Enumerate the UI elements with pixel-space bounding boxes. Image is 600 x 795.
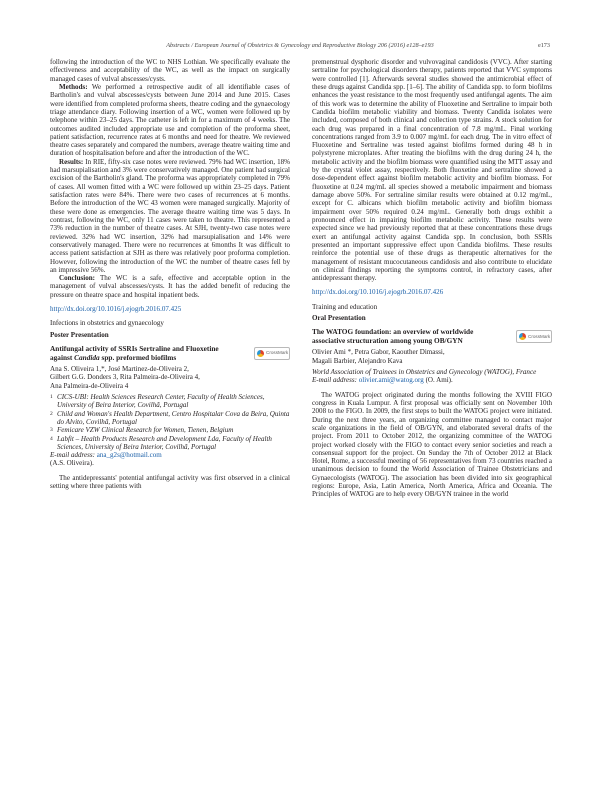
left-column (50, 58, 290, 490)
results-label: Results: (59, 157, 84, 166)
email-line: E-mail address: olivier.ami@watog.org (O. Ami). (312, 376, 453, 385)
email-link[interactable]: olivier.ami@watog.org (358, 376, 424, 385)
author-line: Ana Palmeira-de-Oliveira 4 (50, 381, 129, 390)
affiliation: World Association of Trainees in Obstetrics and Gynecology (WATOG), France (312, 368, 537, 376)
methods-label: Methods: (59, 82, 88, 91)
author-line: Ana S. Oliveira 1,*, José Martinez-de-Oliveira 2, (50, 365, 189, 373)
doi-link[interactable]: http://dx.doi.org/10.1016/j.ejogrb.2016.07.426 (312, 288, 444, 297)
results-text: In RIE, fifty-six case notes were reviewed. 79% had WC insertion, 18% had marsupialisation and 3% were conservatively managed. One patient had surgical excision of the Bartholin's gland. The proforma was appropriately completed in 79% of cases. All women fitted with a WC were followed up within 23–25 days. Patient satisfaction rates were 84%. There were two cases of recurrences at 6 months. Before the introduction of the WC 43 women were managed surgically. Majority of these were done as emergencies. The average theatre waiting time was 5 days. In contrast, following the WC, only 11 cases were taken to theatre. This represented a 73% reduction in the number of theatre cases. At SJH, twenty-two case notes were reviewed. 32% had WC insertion, 32% had marsupialisation and 14% were conservatively managed. There were no recurrences at 6months It was difficult to access patient satisfaction at SJH as there was relatively poor proforma completion. However, following the introduction of the WC the number of theatre cases fell by an impressive 56%. (50, 157, 291, 274)
doi-link[interactable]: http://dx.doi.org/10.1016/j.ejogrb.2016.07.425 (50, 305, 182, 314)
article-title: The WATOG foundation: an overview of worldwide associative structuration among young OB/GYN (312, 327, 474, 345)
article-title-block (312, 328, 552, 345)
right-column (312, 58, 552, 499)
running-header (50, 42, 550, 54)
crossmark-badge[interactable]: CrossMark (516, 330, 552, 343)
author-line: Magali Barbier, Alejandro Kava (312, 356, 403, 365)
affiliation: 3 Femicare VZW Clinical Research for Women, Tienen, Belgium (50, 426, 234, 435)
email-link[interactable]: ana_g2s@hotmail.com (96, 451, 162, 460)
affiliation: 4 Labfit – Health Products Research and Development Lda, Faculty of Health Sciences, University of Beira Interior, Covilhã, Portugal (50, 434, 272, 451)
body-paragraph: The WATOG project originated during the months following the XVIII FIGO congress in Kuala Lumpur. A first proposal was officially sent on November 10th 2008 to the FIGO. In 2009, the first steps to built the WATOG project were initiated. During the next three years, an organizing committee managed to contact major scale organizations in the field of OB/GYN, and elaborated several drafts of the project. From 2011 to October 2012, the organizing committee of the WATOG project worked closely with the FIGO to contact every senior societies and reach a consensual support for the project. On Sunday the 7th of October 2012 at Black Hotel, Rome, a successful meeting of 56 representatives from 73 countries reached a unanimous decision to found the World Association of Trainee Obstetricians and Gynaecologists (WATOG). The association has been divided into six geographical regions: Europe, Asia, Latin America, North America, Africa and Oceania. The Principles of WATOG are to help every OB/GYN trainee in the world (312, 390, 552, 499)
article-title-block (50, 345, 290, 362)
email-line: E-mail address: ana_g2s@hotmail.com (A.S. Oliveira). (50, 451, 162, 468)
results-paragraph (50, 158, 290, 274)
article-title: Antifungal activity of SSRIs Sertraline and Fluoxetine against Candida spp. preformed biofilms (50, 344, 219, 362)
body-paragraph: The antidepressants' potential antifungal activity was first observed in a clinical setting where three patients with (50, 473, 290, 491)
conclusion-paragraph (50, 274, 290, 299)
crossmark-icon (519, 333, 526, 340)
section-heading: Infections in obstetrics and gynaecology (50, 319, 164, 328)
crossmark-badge[interactable]: CrossMark (254, 347, 290, 360)
intro-paragraph: following the introduction of the WC to NHS Lothian. We specifically evaluate the effectiveness and acceptability of the WC, as well as the impact on surgically managed cases of vulval abscesses/cysts. (50, 58, 290, 83)
author-line: Gilbert G.G. Donders 3, Rita Palmeira-de-Oliveira 4, (50, 373, 200, 382)
page-number: e173 (537, 42, 550, 49)
crossmark-icon (257, 350, 264, 357)
section-heading: Training and education (312, 302, 378, 311)
presentation-type: Poster Presentation (50, 330, 109, 339)
methods-paragraph (50, 83, 290, 158)
presentation-type: Oral Presentation (312, 314, 366, 323)
affiliation: 2 Child and Woman's Health Department, Centro Hospitalar Cova da Beira, Quinta do Alvito, Covilhã, Portugal (50, 409, 290, 426)
author-line: Olivier Ami *, Petra Gabor, Kaouther Dimassi, (312, 348, 445, 357)
affiliation: 1 CICS-UBI: Health Sciences Research Center, Faculty of Health Sciences, University of Beira Interior, Covilhã, Portugal (50, 392, 265, 410)
journal-line: Abstracts / European Journal of Obstetrics & Gynecology and Reproductive Biology 206 (2016) e128–e193 (166, 42, 434, 49)
conclusion-text: The WC is a safe, effective and acceptable option in the management of vulval abscesses/cysts. It has the added benefit of reducing the pressure on theatre space and hospital inpatient beds. (50, 274, 290, 299)
conclusion-label: Conclusion: (59, 274, 96, 283)
methods-text: We performed a retrospective audit of all identifiable cases of Bartholin's and vulval abscesses/cysts between June 2014 and June 2015. Cases were identified from completed proforma sheets, theatre coding and the gynaecology triage attendance diary. Following insertion of a WC, women were followed up by telephone within 23–25 days. The catheter is left in for a maximum of 4 weeks. The outcomes audited included appropriate use and completion of the proforma sheet, patient satisfaction, recurrence rates at 6 months and need for theatre. We reviewed theatre cases separately and compared the numbers, average theatre waiting time and duration of hospitalisation before and after the introduction of the WC. (50, 82, 290, 158)
abstract-paragraph: premenstrual dysphoric disorder and vulvovaginal candidosis (VVC). After starting sertraline for psychological disorders therapy, patients reported that VVC symptoms were controlled [1]. Afterwards several studies showed the antimicrobial effect of these drugs against Candida spp. [1–6]. The ability of Candida spp. to form biofilms enhances the yeast resistance to the most frequently used antifungal agents. The aim of this work was to determine the ability of Fluoxetine and Sertraline to impair both Candida biofilm metabolic viability and biomass. Twenty Candida isolates were included, composed of both clinical and collection type strains. A stock solution for each drug was prepared in a final concentration of 7.8 mg/mL. Final working concentrations ranged from 3.9 to 0.007 mg/mL for each drug. The in vitro effect of Fluoxetine and Sertraline was tested against biofilms formed during 48 h in polystyrene microplates. After treating the biofilms with the drug during 24 h, the metabolic activity and the biofilm biomass were quantified using the MTT assay and by the crystal violet assay, respectively. Both fluoxetine and sertraline showed a dose-dependent effect against biofilm metabolic activity and biofilm biomass. For fluoxetine at 0.24 mg/mL all species showed a metabolic impairment and biomass damage above 50%. For sertraline similar results were obtained at 0.12 mg/mL, except for C. albicans which biofilm metabolic activity and biofilm biomass impairment over 50% required 0.24 mg/mL. Generally both drugs exhibit a pronounced effect in impairing biofilm metabolic activity. These results were expected since we had previously reported that at these concentrations these drugs exert an antifungal activity against Candida spp. In conclusion, both SSRIs presented an important suppressive effect upon Candida biofilms. These results reinforce the potential use of these drugs as therapeutic alternatives for the management of resistant mucocutaneous candidosis and also contribute to elucidate on clinical findings reporting the symptoms control, in refractory cases, after antidepressant therapy. (312, 58, 552, 283)
